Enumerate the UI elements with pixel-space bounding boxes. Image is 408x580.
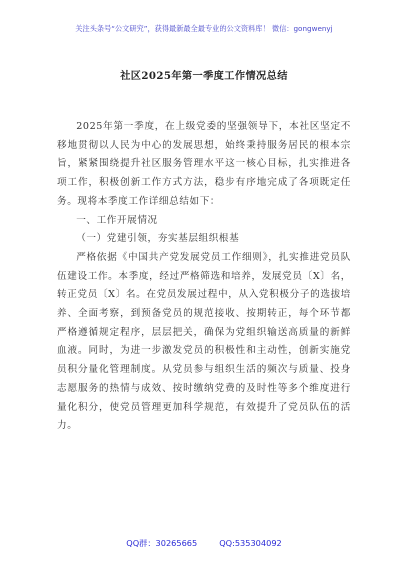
intro-paragraph: 2025年第一季度，在上级党委的坚强领导下，本社区坚定不移地贯彻以人民为中心的发展思想，始终秉持服务居民的根本宗旨，紧紧围绕提升社区服务管理水平这一核心目标，扎实推进各项工作，积极创新工作方式方法，稳步有序地完成了各项既定任务。现将本季度工作详细总结如下： <box>57 121 351 207</box>
section-heading: 一、工作开展情况 <box>76 214 158 226</box>
footer-qq-group: QQ群：30265665 <box>126 538 198 548</box>
footer-contact <box>0 537 408 549</box>
document-body <box>57 118 351 436</box>
document-title: 社区2025年第一季度工作情况总结 <box>120 70 288 82</box>
body-paragraph: 严格依据《中国共产党发展党员工作细则》，扎实推进党员队伍建设工作。本季度，经过严格筛选和培养，发展党员〔X〕名，转正党员〔X〕名。在党员发展过程中，从入党积极分子的选拔培养、全面考察，到预备党员的规范接收、按期转正，每个环节都严格遵循规定程序，层层把关，确保为党组织输送高质量的新鲜血液。同时，为进一步激发党员的积极性和主动性，创新实施党员积分量化管理制度。从党员参与组织生活的频次与质量、投身志愿服务的热情与成效、按时缴纳党费的及时性等多个维度进行量化积分，使党员管理更加科学规范，有效提升了党员队伍的活力。 <box>57 251 351 432</box>
footer-qq-number: QQ:535304092 <box>219 538 282 548</box>
promo-banner: 关注头条号“公文研究”，获得最新最全最专业的公文资料库！ 微信：gongwenyj <box>75 24 333 33</box>
subsection-heading: （一）党建引领，夯实基层组织根基 <box>76 233 240 245</box>
